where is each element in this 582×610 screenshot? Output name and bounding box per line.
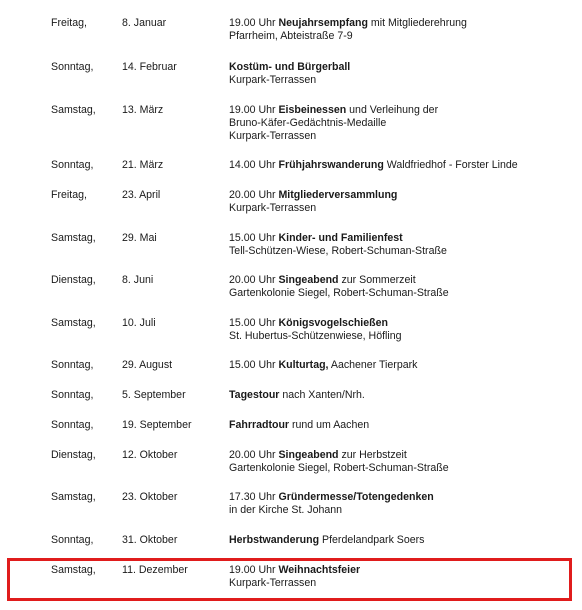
event-day: Samstag, xyxy=(51,491,96,503)
event-info xyxy=(229,17,467,43)
event-day: Sonntag, xyxy=(51,534,94,546)
event-day: Sonntag, xyxy=(51,389,94,401)
event-note: rund um Aachen xyxy=(292,419,370,431)
event-location: Tell-Schützen-Wiese, Robert-Schuman-Straße xyxy=(229,245,447,257)
event-info xyxy=(229,419,369,432)
event-date: 12. Oktober xyxy=(122,449,178,461)
event-day: Sonntag, xyxy=(51,419,94,431)
event-note: zur Herbstzeit xyxy=(341,449,407,461)
event-info xyxy=(229,317,402,343)
event-title: Eisbeinessen xyxy=(278,104,347,116)
event-info xyxy=(229,189,397,215)
event-date: 8. Januar xyxy=(122,17,167,29)
event-location: Pfarrheim, Abteistraße 7-9 xyxy=(229,30,353,42)
event-date: 21. März xyxy=(122,159,164,171)
event-date: 13. März xyxy=(122,104,164,116)
event-time: 15.00 Uhr xyxy=(229,359,276,371)
event-title: Kinder- und Familienfest xyxy=(278,232,403,244)
event-info xyxy=(229,491,434,517)
event-day: Samstag, xyxy=(51,564,96,576)
event-title: Weihnachtsfeier xyxy=(278,564,361,576)
event-time: 20.00 Uhr xyxy=(229,449,276,461)
event-time: 15.00 Uhr xyxy=(229,232,276,244)
event-title: Neujahrsempfang xyxy=(278,17,368,29)
event-time: 20.00 Uhr xyxy=(229,189,276,201)
event-location: Gartenkolonie Siegel, Robert-Schuman-Straße xyxy=(229,462,449,474)
event-day: Sonntag, xyxy=(51,61,94,73)
event-info xyxy=(229,274,449,300)
event-title: Tagestour xyxy=(229,389,280,401)
event-date: 11. Dezember xyxy=(122,564,188,576)
event-note: zur Sommerzeit xyxy=(341,274,416,286)
event-info xyxy=(229,159,518,172)
event-time: 15.00 Uhr xyxy=(229,317,276,329)
event-date: 29. August xyxy=(122,359,173,371)
event-title: Frühjahrswanderung xyxy=(278,159,384,171)
event-location: in der Kirche St. Johann xyxy=(229,504,343,516)
event-time: 20.00 Uhr xyxy=(229,274,276,286)
event-date: 23. April xyxy=(122,189,161,201)
event-location: Kurpark-Terrassen xyxy=(229,577,317,589)
event-info xyxy=(229,449,449,475)
event-time: 19.00 Uhr xyxy=(229,104,276,116)
event-date: 14. Februar xyxy=(122,61,177,73)
event-detail: Bruno-Käfer-Gedächtnis-Medaille xyxy=(229,117,387,129)
highlight-box xyxy=(7,558,572,601)
event-info xyxy=(229,61,350,87)
event-title: Kostüm- und Bürgerball xyxy=(229,61,351,73)
event-info xyxy=(229,389,365,402)
event-location: Kurpark-Terrassen xyxy=(229,130,317,142)
event-title: Herbstwanderung xyxy=(229,534,320,546)
event-title: Mitgliederversammlung xyxy=(278,189,398,201)
event-date: 5. September xyxy=(122,389,186,401)
event-time: 17.30 Uhr xyxy=(229,491,276,503)
event-date: 8. Juni xyxy=(122,274,154,286)
event-title: Königsvogelschießen xyxy=(278,317,388,329)
event-day: Samstag, xyxy=(51,232,96,244)
event-title: Singeabend xyxy=(278,274,339,286)
event-note: nach Xanten/Nrh. xyxy=(282,389,365,401)
event-info xyxy=(229,534,424,547)
event-day: Samstag, xyxy=(51,317,96,329)
event-location: Kurpark-Terrassen xyxy=(229,202,317,214)
event-day: Dienstag, xyxy=(51,449,96,461)
event-info xyxy=(229,232,447,258)
event-time: 19.00 Uhr xyxy=(229,17,276,29)
event-title: Fahrradtour xyxy=(229,419,290,431)
event-note: Aachener Tierpark xyxy=(330,359,418,371)
event-info xyxy=(229,104,438,143)
event-note: Pferdelandpark Soers xyxy=(322,534,425,546)
event-title: Gründermesse/Totengedenken xyxy=(278,491,434,503)
event-day: Dienstag, xyxy=(51,274,96,286)
event-date: 31. Oktober xyxy=(122,534,178,546)
event-day: Freitag, xyxy=(51,17,87,29)
event-time: 19.00 Uhr xyxy=(229,564,276,576)
event-day: Freitag, xyxy=(51,189,87,201)
event-date: 19. September xyxy=(122,419,192,431)
event-location: Gartenkolonie Siegel, Robert-Schuman-Straße xyxy=(229,287,449,299)
event-note: und Verleihung der xyxy=(349,104,439,116)
event-location: St. Hubertus-Schützenwiese, Höfling xyxy=(229,330,402,342)
event-title: Kulturtag, xyxy=(278,359,329,371)
event-day: Sonntag, xyxy=(51,159,94,171)
event-note: mit Mitgliederehrung xyxy=(370,17,467,29)
event-date: 29. Mai xyxy=(122,232,157,244)
event-day: Sonntag, xyxy=(51,359,94,371)
event-date: 10. Juli xyxy=(122,317,156,329)
event-location: Kurpark-Terrassen xyxy=(229,74,317,86)
event-time: 14.00 Uhr xyxy=(229,159,276,171)
event-info xyxy=(229,359,417,372)
event-note: Waldfriedhof - Forster Linde xyxy=(386,159,518,171)
event-day: Samstag, xyxy=(51,104,96,116)
event-date: 23. Oktober xyxy=(122,491,178,503)
event-title: Singeabend xyxy=(278,449,339,461)
